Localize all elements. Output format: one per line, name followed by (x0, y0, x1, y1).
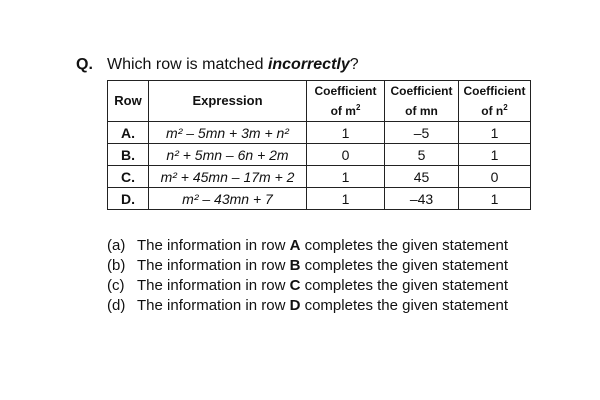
header-coef-m2-top: Coefficient (314, 84, 377, 98)
option-label: (d) (107, 297, 126, 314)
header-coef-n2-bottom-text: of n (481, 104, 504, 118)
row-coef-n2: 0 (459, 166, 531, 188)
header-coef-n2-top: Coefficient (463, 84, 526, 98)
option-label: (c) (107, 277, 125, 294)
option-text-after: completes the given statement (300, 237, 509, 254)
row-coef-mn: 5 (385, 144, 459, 166)
row-expression: m² – 43mn + 7 (149, 188, 307, 210)
question-text (107, 56, 359, 74)
matching-table (107, 80, 531, 210)
row-coef-n2: 1 (459, 188, 531, 210)
row-label: D. (108, 188, 149, 210)
option-text-before: The information in row (137, 237, 290, 254)
header-coef-m2 (307, 81, 385, 122)
question-text-before: Which row is matched (107, 56, 268, 73)
header-row: Row (108, 81, 149, 122)
row-coef-m2: 1 (307, 122, 385, 144)
row-coef-m2: 1 (307, 166, 385, 188)
option-c[interactable] (107, 276, 508, 296)
question-emphasis: incorrectly (267, 56, 350, 73)
row-label: B. (108, 144, 149, 166)
row-expression: m² + 45mn – 17m + 2 (149, 166, 307, 188)
header-coef-m2-bottom: of $m^2$ (330, 103, 361, 118)
header-coef-mn (385, 81, 459, 122)
option-text-before: The information in row (137, 257, 290, 274)
row-label: C. (108, 166, 149, 188)
header-coef-m2-bottom-text: of m (330, 104, 356, 118)
option-text-after: completes the given statement (300, 257, 509, 274)
option-label: (a) (107, 237, 126, 254)
answer-options (107, 236, 508, 316)
header-coef-mn-bottom: of mn (405, 104, 438, 118)
table-row (108, 144, 531, 166)
option-row: D (289, 297, 301, 314)
option-text-after: completes the given statement (300, 297, 509, 314)
table-row (108, 122, 531, 144)
option-d[interactable] (107, 296, 508, 316)
row-label: A. (108, 122, 149, 144)
row-coef-mn: –43 (385, 188, 459, 210)
header-coef-n2 (459, 81, 531, 122)
row-coef-mn: 45 (385, 166, 459, 188)
option-text-before: The information in row (137, 277, 290, 294)
row-coef-n2: 1 (459, 122, 531, 144)
option-text-before: The information in row (137, 297, 290, 314)
row-coef-mn: –5 (385, 122, 459, 144)
row-expression: n² + 5mn – 6n + 2m (149, 144, 307, 166)
table-row (108, 166, 531, 188)
table-row (108, 188, 531, 210)
option-row: B (289, 257, 301, 274)
row-expression: m² – 5mn + 3m + n² (149, 122, 307, 144)
question-text-after: ? (349, 56, 359, 73)
question-label: Q. (76, 56, 93, 73)
option-a[interactable] (107, 236, 508, 256)
option-row: A (289, 237, 301, 254)
row-coef-m2: 0 (307, 144, 385, 166)
option-label: (b) (107, 257, 126, 274)
header-coef-mn-top: Coefficient (390, 84, 453, 98)
option-b[interactable] (107, 256, 508, 276)
option-row: C (289, 277, 301, 294)
header-coef-n2-bottom: of $n^2$ (481, 103, 508, 118)
option-text-after: completes the given statement (300, 277, 509, 294)
header-expression: Expression (149, 81, 307, 122)
row-coef-m2: 1 (307, 188, 385, 210)
row-coef-n2: 1 (459, 144, 531, 166)
